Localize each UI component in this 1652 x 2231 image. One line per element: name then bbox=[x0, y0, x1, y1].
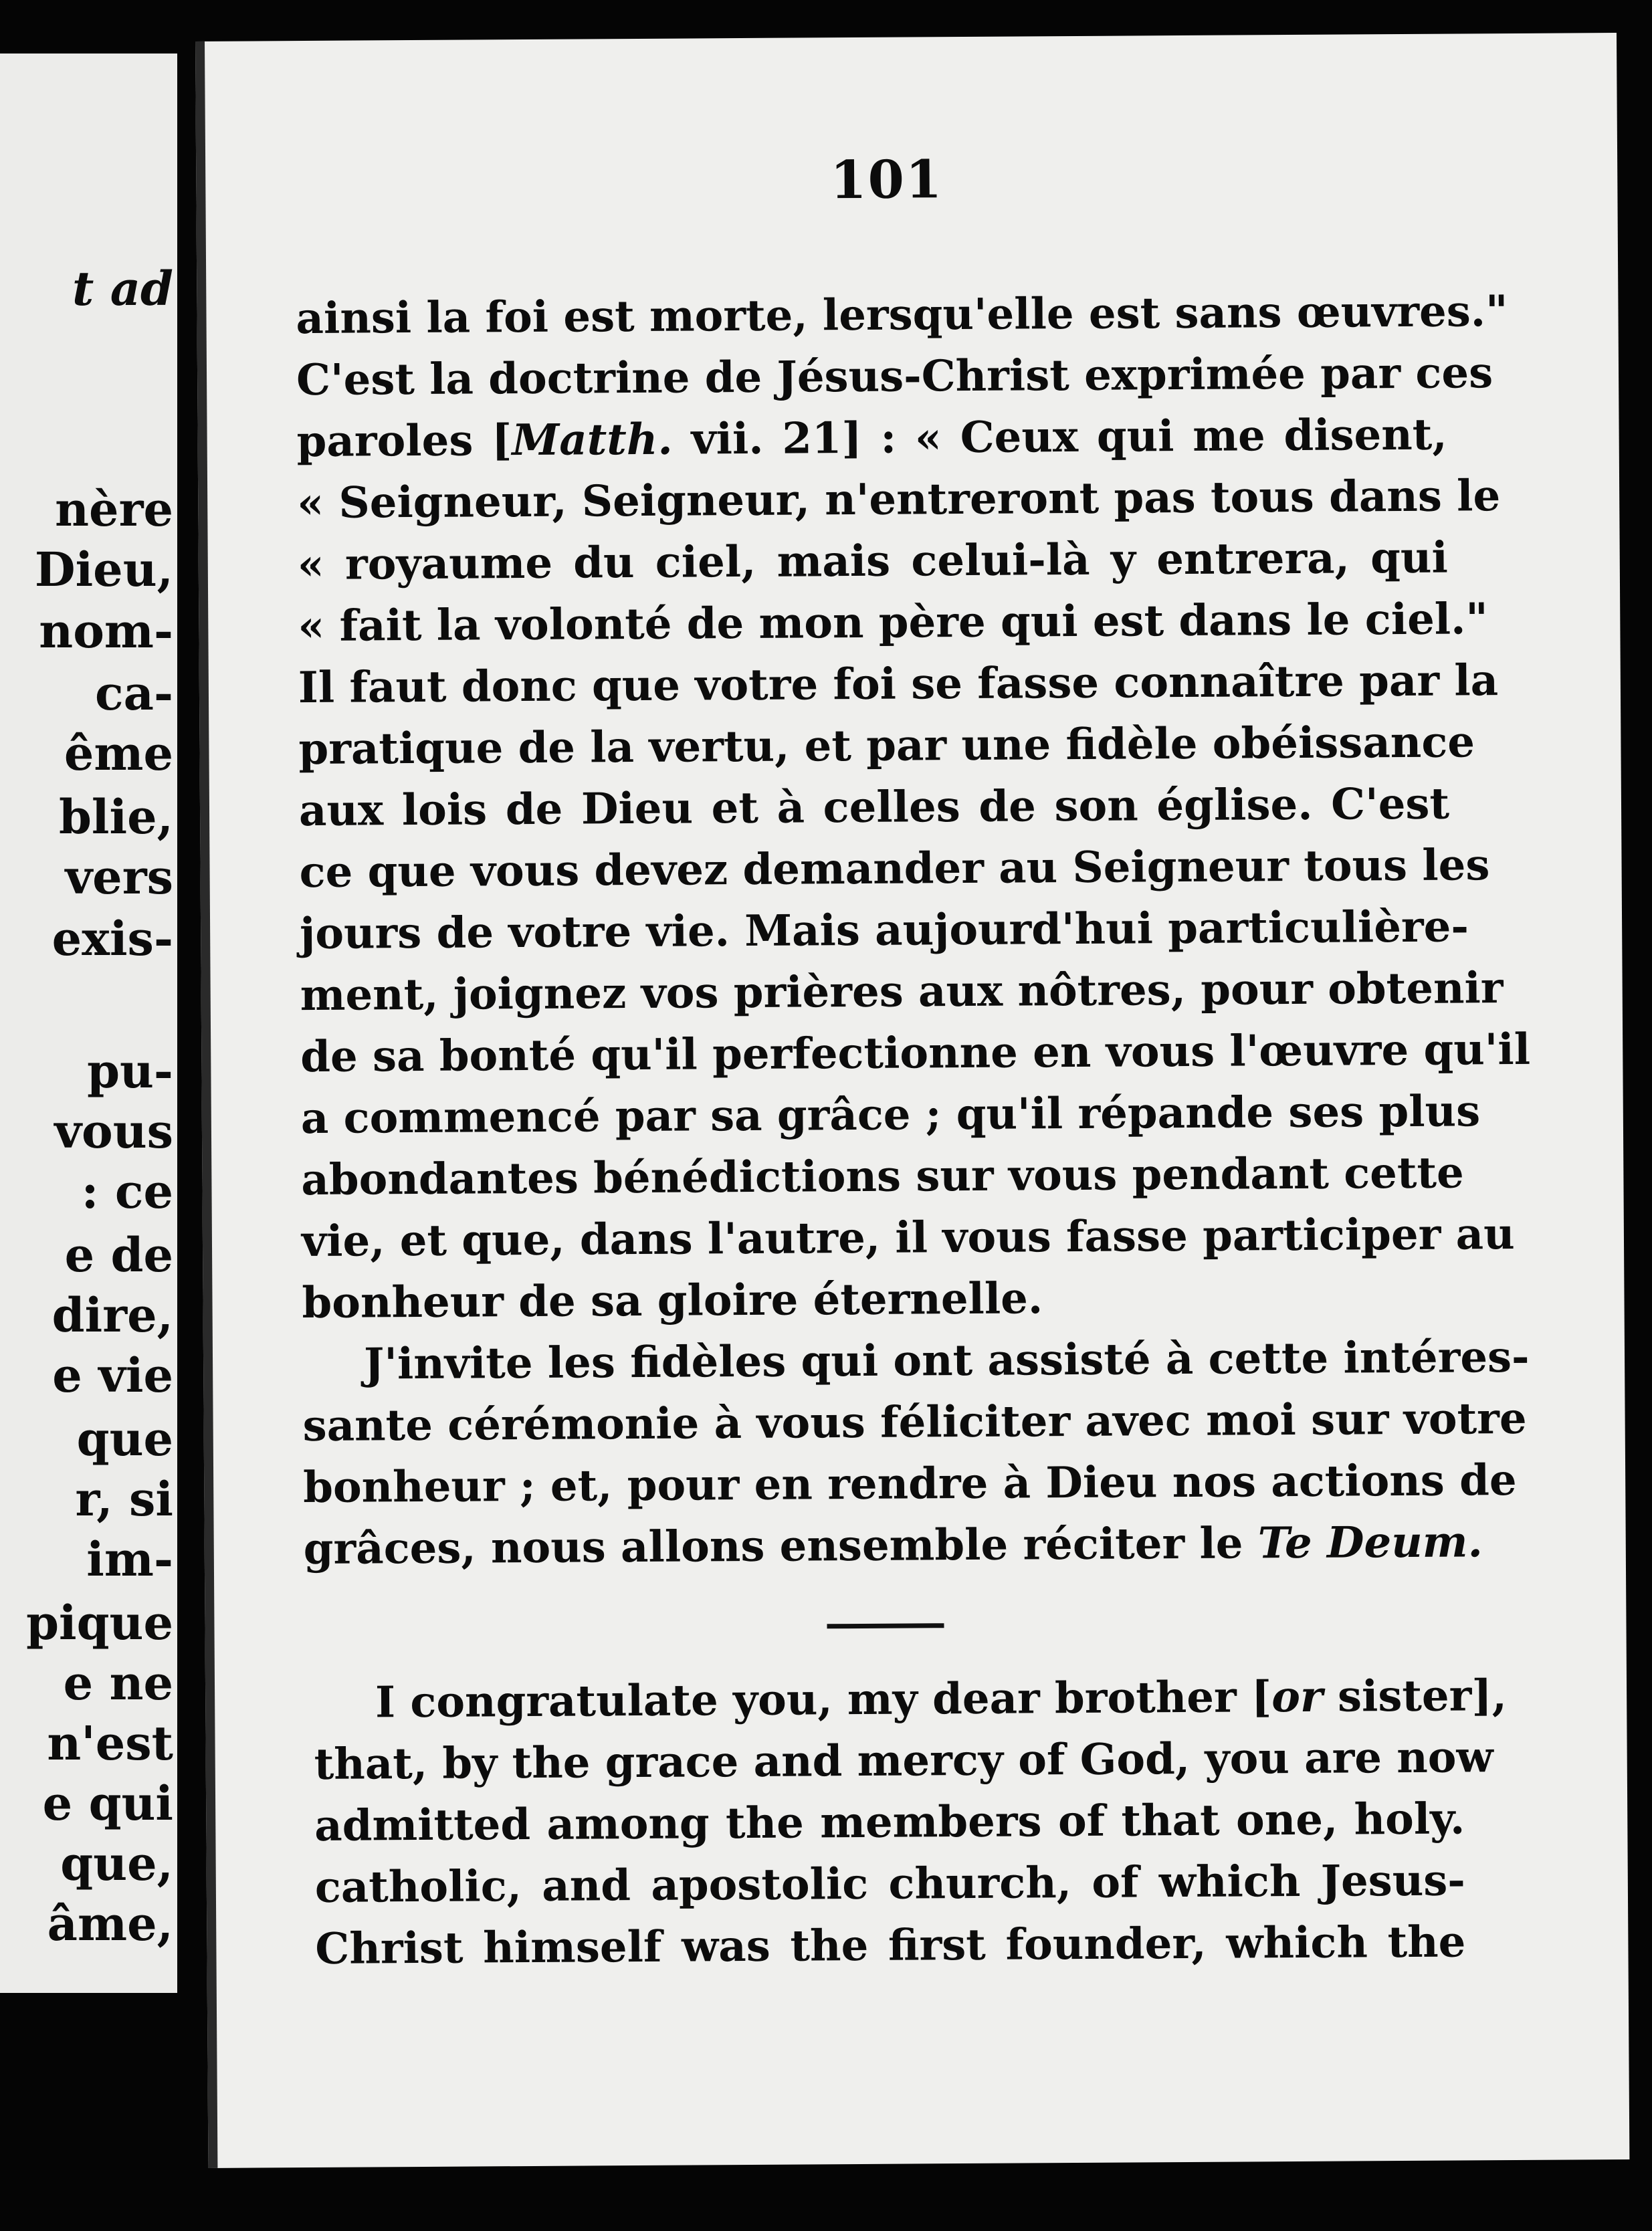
left-line: vers bbox=[65, 849, 173, 905]
left-line: que bbox=[76, 1411, 173, 1467]
book-gutter bbox=[177, 40, 197, 2080]
left-line: blie, bbox=[58, 789, 173, 845]
text-line bbox=[296, 405, 1447, 473]
text-line: bonheur de sa gloire éternelle. bbox=[302, 1273, 1043, 1329]
text-line bbox=[314, 1665, 1508, 1734]
text-line: « royaume du ciel, mais celui-là y entrera, qui bbox=[297, 532, 1448, 591]
text-line: ment, joignez vos prières aux nôtres, pour obtenir bbox=[300, 963, 1504, 1021]
text-line: « fait la volonté de mon père qui est dans le ciel." bbox=[298, 594, 1488, 652]
left-line: im- bbox=[86, 1531, 173, 1587]
left-line: e qui bbox=[42, 1776, 173, 1831]
text-line: that, by the grace and mercy of God, you are now bbox=[314, 1732, 1493, 1790]
text-line: sante cérémonie à vous féliciter avec moi sur votre bbox=[302, 1393, 1527, 1452]
left-line: Dieu, bbox=[34, 542, 173, 597]
left-line: que, bbox=[60, 1836, 173, 1891]
text-line-start: grâces, nous allons ensemble réciter le bbox=[303, 1518, 1258, 1575]
text-line bbox=[303, 1512, 1483, 1581]
left-line: t ad bbox=[72, 261, 173, 316]
left-line: exis- bbox=[51, 911, 173, 966]
text-line: de sa bonté qu'il perfectionne en vous l'œuvre qu'il bbox=[300, 1024, 1531, 1083]
text-line: C'est la doctrine de Jésus-Christ exprimée par ces bbox=[296, 348, 1493, 406]
left-line: vous bbox=[54, 1103, 173, 1159]
left-line: ême bbox=[64, 726, 173, 781]
left-line: r, si bbox=[75, 1471, 173, 1527]
text-line-start: I congratulate you, my dear brother [ bbox=[375, 1672, 1272, 1728]
left-line: ca- bbox=[94, 665, 173, 721]
text-line: pratique de la vertu, et par une fidèle obéissance bbox=[298, 717, 1475, 775]
left-line: pu- bbox=[87, 1043, 173, 1099]
text-line: Il faut donc que votre foi se fasse connaître par la bbox=[298, 655, 1499, 714]
left-line: âme, bbox=[47, 1896, 173, 1951]
text-line: jours de votre vie. Mais aujourd'hui particulière- bbox=[299, 901, 1469, 960]
text-line: Christ himself was the first founder, which the bbox=[315, 1917, 1466, 1974]
section-divider bbox=[827, 1623, 944, 1628]
left-line: e ne bbox=[63, 1655, 173, 1711]
left-line: pique bbox=[26, 1595, 173, 1651]
text-line: ainsi la foi est morte, lersqu'elle est sans œuvres." bbox=[296, 286, 1508, 344]
left-line: e de bbox=[64, 1227, 173, 1283]
text-line: vie, et que, dans l'autre, il vous fasse participer au bbox=[301, 1208, 1515, 1267]
left-line: n'est bbox=[47, 1715, 173, 1771]
left-line: e vie bbox=[52, 1348, 173, 1403]
text-line: J'invite les fidèles qui ont assisté à cette intéres- bbox=[363, 1332, 1530, 1390]
english-text bbox=[314, 1665, 1508, 1980]
text-line-end: sister], bbox=[1322, 1671, 1508, 1722]
book-page bbox=[195, 33, 1629, 2168]
te-deum: Te Deum. bbox=[1257, 1517, 1483, 1569]
text-line: « Seigneur, Seigneur, n'entreront pas tous dans le bbox=[296, 471, 1501, 529]
text-line: admitted among the members of that one, holy. bbox=[314, 1794, 1465, 1851]
text-line: a commencé par sa grâce ; qu'il répande ses plus bbox=[300, 1086, 1481, 1144]
left-line: nom- bbox=[39, 603, 173, 659]
left-line: : ce bbox=[81, 1164, 173, 1219]
text-line: catholic, and apostolic church, of which Jesus- bbox=[314, 1855, 1466, 1913]
text-line-start: paroles [ bbox=[296, 415, 512, 467]
page-number: 101 bbox=[830, 149, 944, 211]
left-facing-page bbox=[0, 54, 177, 1993]
text-line-end: vii. 21] : « Ceux qui me disent, bbox=[672, 409, 1447, 465]
french-text bbox=[296, 282, 1531, 1580]
or-italic: or bbox=[1271, 1671, 1323, 1723]
scripture-reference: Matth. bbox=[512, 414, 673, 466]
text-line: abondantes bénédictions sur vous pendant cette bbox=[301, 1148, 1464, 1206]
page-edge-shadow bbox=[195, 41, 217, 2168]
text-line: bonheur ; et, pour en rendre à Dieu nos actions de bbox=[302, 1455, 1517, 1513]
left-line: dire, bbox=[51, 1287, 173, 1343]
left-line: nère bbox=[55, 482, 173, 537]
text-line: ce que vous devez demander au Seigneur tous les bbox=[299, 840, 1490, 898]
text-line: aux lois de Dieu et à celles de son église. C'est bbox=[298, 778, 1450, 837]
